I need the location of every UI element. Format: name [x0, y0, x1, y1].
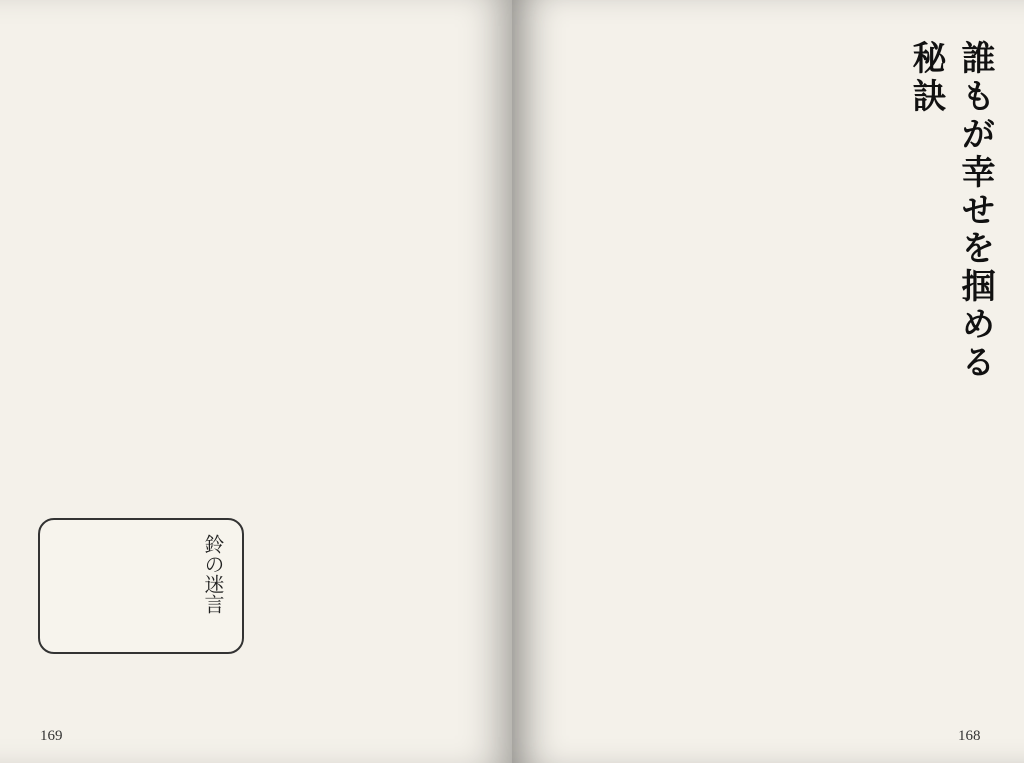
right-page-body [542, 40, 922, 660]
page-number-left: 169 [40, 728, 63, 744]
quote-box-title: 鈴の迷言 [201, 534, 225, 614]
quote-box [38, 518, 244, 654]
page-number-right: 168 [958, 728, 981, 744]
essay-title: 誰もが幸せを掴める秘訣 [906, 40, 995, 382]
